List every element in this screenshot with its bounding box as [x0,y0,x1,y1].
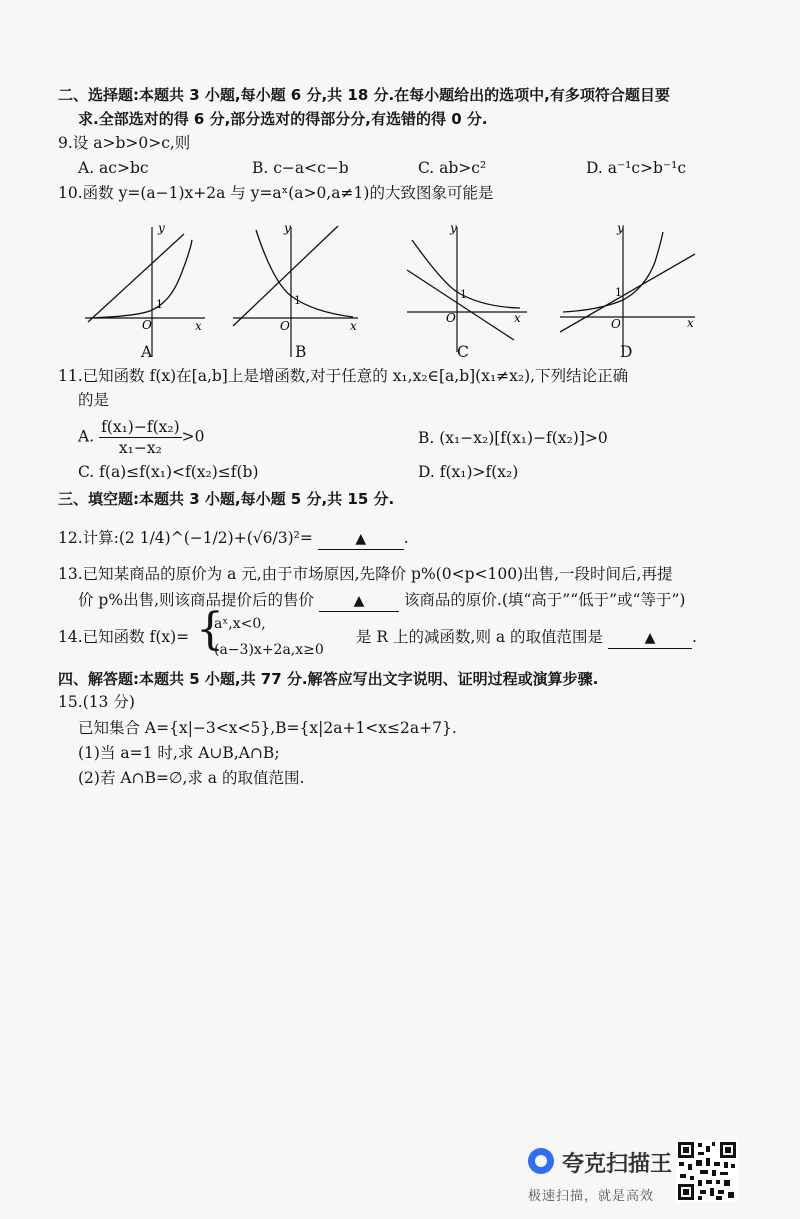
graph-b-y-label: y [284,222,291,235]
q14-end: . [692,628,697,646]
graph-a-label: A [141,343,153,361]
q11-stem-cont: 的是 [78,391,110,409]
q15-title: 15.(13 分) [58,693,135,711]
q14-suffix: 是 R 上的减函数,则 a 的取值范围是 [356,628,604,646]
graph-c-origin: O [446,311,456,325]
graph-b [228,222,363,362]
scanner-brand: 夸克扫描王 [562,1152,673,1177]
q12-prefix: 12.计算: [58,529,119,547]
q14-blank-mark: ▲ [644,630,656,646]
q11-option-a-denominator: x₁−x₂ [118,439,162,457]
graph-d [555,222,700,362]
graph-d-exp-curve [563,232,663,312]
graph-a-x-label: x [195,319,202,333]
qr-code-icon [676,1140,738,1202]
q11-option-d: D. f(x₁)>f(x₂) [418,463,519,481]
graph-c-label: C [457,343,469,361]
q13-line2 [78,590,685,612]
section4-heading: 四、解答题:本题共 5 小题,共 77 分.解答应写出文字说明、证明过程或演算步骤. [58,670,599,688]
q11-option-c: C. f(a)≤f(x₁)<f(x₂)≤f(b) [78,463,259,481]
graph-c-one: 1 [460,288,467,301]
graph-b-x-label: x [350,319,357,333]
graph-d-line [560,254,695,332]
graph-b-origin: O [280,319,290,333]
q12-line: 12.计算:(2 1/4)^(−1/2)+(√6/3)²= ▲ . [58,528,409,550]
q13-line2-a: 价 p%出售,则该商品提价后的售价 [78,591,315,609]
q9-option-d: D. a⁻¹c>b⁻¹c [586,159,687,177]
q11-option-a-label: A. [78,427,95,446]
q13-blank-mark: ▲ [353,593,365,609]
graph-d-label: D [620,343,633,361]
graph-c-x-label: x [514,311,521,325]
q15-given: 已知集合 A={x|−3<x<5},B={x|2a+1<x≤2a+7}. [78,719,457,737]
q14-case2: (a−3)x+2a,x≥0 [214,642,324,658]
q13-line1: 13.已知某商品的原价为 a 元,由于市场原因,先降价 p%(0<p<100)出售,一段时间后,再提 [58,565,673,583]
q13-line2-b: 该商品的原价.(填“高于”“低于”或“等于”) [403,591,686,609]
scanner-logo-icon [528,1148,554,1174]
graph-c [402,222,532,362]
section2-heading: 二、选择题:本题共 3 小题,每小题 6 分,共 18 分.在每小题给出的选项中,有多项符合题目要 [58,86,670,104]
q11-stem: 11.已知函数 f(x)在[a,b]上是增函数,对于任意的 x₁,x₂∈[a,b](x₁≠x₂),下列结论正确 [58,367,629,385]
graph-b-one: 1 [294,294,301,307]
q14-tail [356,627,697,649]
graph-a-line [88,234,184,322]
scanner-slogan: 极速扫描，就是高效 [528,1189,655,1204]
q12-expression: (2 1/4)^(−1/2)+(√6/3)²= [118,529,313,547]
q11-option-a-tail: >0 [181,427,205,446]
graph-a [80,222,210,362]
graph-a-y-label: y [158,222,165,235]
q15-part1: (1)当 a=1 时,求 A∪B,A∩B; [78,744,280,762]
graph-d-one: 1 [615,286,622,299]
q13-answer-blank[interactable] [319,590,399,612]
q9-option-c: C. ab>c² [418,159,487,177]
q14-answer-blank[interactable] [608,627,692,649]
q9-option-a: A. ac>bc [78,159,149,177]
section2-heading-cont: 求.全部选对的得 6 分,部分选对的得部分分,有选错的得 0 分. [78,110,488,128]
graph-d-y-label: y [617,222,624,235]
graph-b-label: B [295,343,307,361]
q15-part2: (2)若 A∩B=∅,求 a 的取值范围. [78,769,305,787]
graph-b-exp-curve [256,230,353,317]
q12-blank-mark: ▲ [355,531,367,547]
q11-option-a-numerator: f(x₁)−f(x₂) [101,418,180,436]
graph-d-origin: O [611,317,621,331]
graph-c-y-label: y [450,222,457,235]
q10-stem: 10.函数 y=(a−1)x+2a 与 y=aˣ(a>0,a≠1)的大致图象可能是 [58,184,494,202]
q9-stem: 9.设 a>b>0>c,则 [58,134,191,152]
q11-option-b: B. (x₁−x₂)[f(x₁)−f(x₂)]>0 [418,429,608,447]
graph-d-x-label: x [687,316,694,330]
q11-option-a [78,417,204,458]
q9-option-b: B. c−a<c−b [252,159,349,177]
q14-brace: { [196,604,224,655]
q14-case1: aˣ,x<0, [214,616,266,632]
graph-c-line [407,270,514,340]
q11-option-a-fraction [99,417,182,458]
q14-prefix: 14.已知函数 f(x)= [58,628,190,646]
q12-answer-blank[interactable] [318,528,404,550]
section3-heading: 三、填空题:本题共 3 小题,每小题 5 分,共 15 分. [58,490,395,508]
graph-a-origin: O [142,318,152,332]
graph-a-one: 1 [156,298,163,311]
